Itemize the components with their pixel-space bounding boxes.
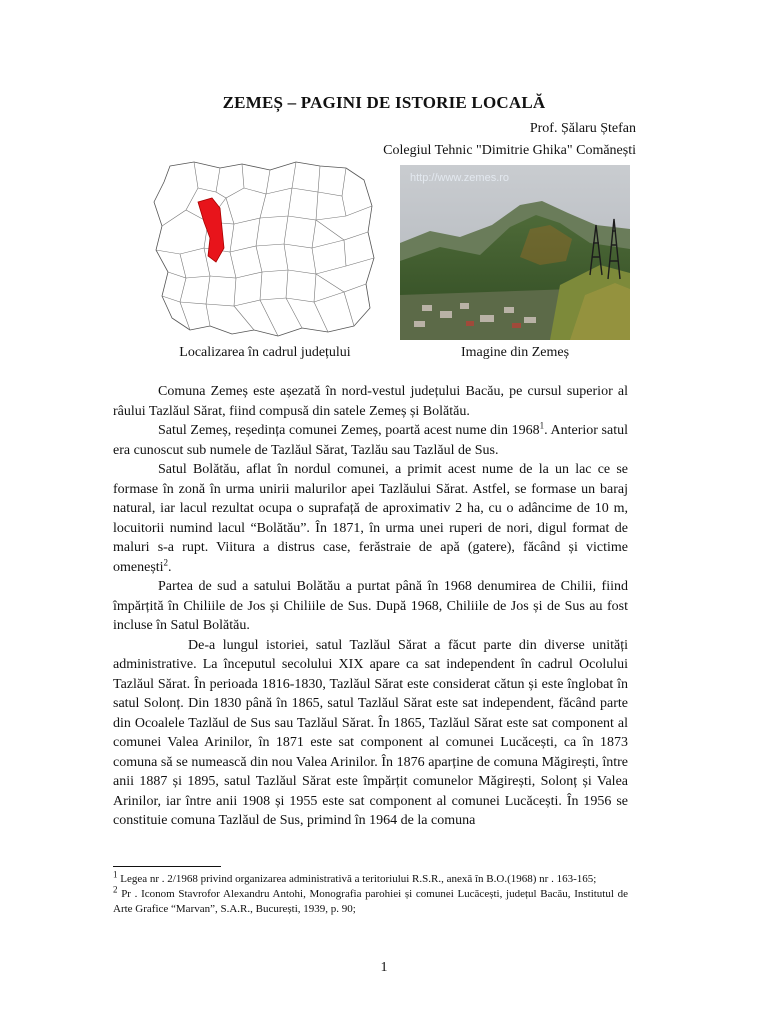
page-number: 1 <box>380 960 388 975</box>
paragraph-2-text: Satul Zemeș, reședința comunei Zemeș, poartă acest nume din 1968 <box>158 423 540 438</box>
paragraph-2-text-end: . Anterior satul era cunoscut sub numele de Tazlăul Sărat, Tazlău sau Tazlăul de Sus. <box>113 423 628 458</box>
paragraph-2 <box>113 421 628 460</box>
footnote-1 <box>113 869 628 887</box>
zemes-photo <box>400 165 630 340</box>
landscape-image <box>400 165 630 340</box>
map-caption: Localizarea în cadrul județului <box>179 345 351 360</box>
paragraph-1: Comuna Zemeș este așezată în nord-vestul județului Bacău, pe cursul superior al râului Tazlăul Sărat, fiind compusă din satele Zemeș și Bolătău. <box>113 384 628 419</box>
footnote-2-number: 2 <box>113 884 118 895</box>
paragraph-3-text-end: . <box>168 559 172 575</box>
footnote-1-number: 1 <box>113 869 118 880</box>
author-name: Prof. Șălaru Ștefan <box>529 121 636 136</box>
county-outline <box>154 162 374 336</box>
footnote-2-text: Pr . Iconom Stavrofor Alexandru Antohi, Monografia parohiei și comunei Lucăcești, județul Bacău, Institutul de Arte Grafice “Marvan”, S.A.R., București, 1939, p. 90; <box>113 888 628 915</box>
paragraph-4: Partea de sud a satului Bolătău a purtat până în 1968 denumirea de Chilii, fiind împărțită în Chiliile de Jos și Chiliile de Sus. După 1968, Chiliile de Jos și de Sus au fost incluse în Satul Bolătău. <box>113 579 628 633</box>
footnote-2 <box>113 884 628 917</box>
photo-caption: Imagine din Zemeș <box>460 345 570 360</box>
footnote-separator <box>113 866 221 867</box>
school-name: Colegiul Tehnic "Dimitrie Ghika" Comănești <box>383 143 636 158</box>
county-map <box>150 158 375 338</box>
footnote-ref-1: 1 <box>539 420 545 431</box>
footnote-1-text: Legea nr . 2/1968 privind organizarea administrativă a teritoriului R.S.R., anexă în B.O.(1968) nr . 163-165; <box>117 873 597 885</box>
footnote-ref-2: 2 <box>163 556 169 567</box>
paragraph-5: De-a lungul istoriei, satul Tazlăul Sărat a făcut parte din diverse unități administrative. La începutul secolului XIX apare ca sat independent în cadrul Ocolului Tazlăul Sărat. În perioada 1816-1830, Tazlăul Sărat este considerat cătun și este înglobat în satul Solonț. Din 1830 până în 1865, satul Tazlăul Sărat este sat independent, făcând parte din Ocoalele Tazlăul de Sus sau Tazlăul Sărat. În 1865, Tazlăul Sărat este sat component al comunei Valea Arinilor, în 1871 este sat component al comunei Lucăcești, ca în 1873 comuna să se numească din nou Valea Arinilor. În 1876 aparține de comuna Măgirești, între anii 1887 și 1895, satul Tazlăul Sărat este împărțit comunelor Măgirești, Solonț și Valea Arinilor, iar între anii 1908 și 1955 este sat component al comunei Lucăcești. În 1956 se constituie comuna Tazlăul de Sus, primind în 1964 de la comuna <box>113 637 628 828</box>
page-title: ZEMEȘ – PAGINI DE ISTORIE LOCALĂ <box>222 93 546 112</box>
paragraph-3-text: Satul Bolătău, aflat în nordul comunei, a primit acest nume de la un lac ce se formase în zonă în urma unirii malurilor apei Tazlăului Sărat. Astfel, se formase un baraj natural, iar lacul rezultat ocupa o suprafață de aproximativ 2 ha, cu o adâncime de 10 m, locuitorii numind lacul “Bolătău”. În 1871, în urma unei ruperi de nori, digul format de maluri s-a rupt. Viitura a distrus case, ferăstraie de apă (gatere), făcând și victime omenești <box>113 462 628 575</box>
article-body <box>113 382 628 831</box>
photo-watermark: http://www.zemes.ro <box>410 172 510 184</box>
paragraph-3 <box>113 460 628 577</box>
county-map-figure <box>150 158 375 338</box>
footnotes <box>113 869 628 917</box>
